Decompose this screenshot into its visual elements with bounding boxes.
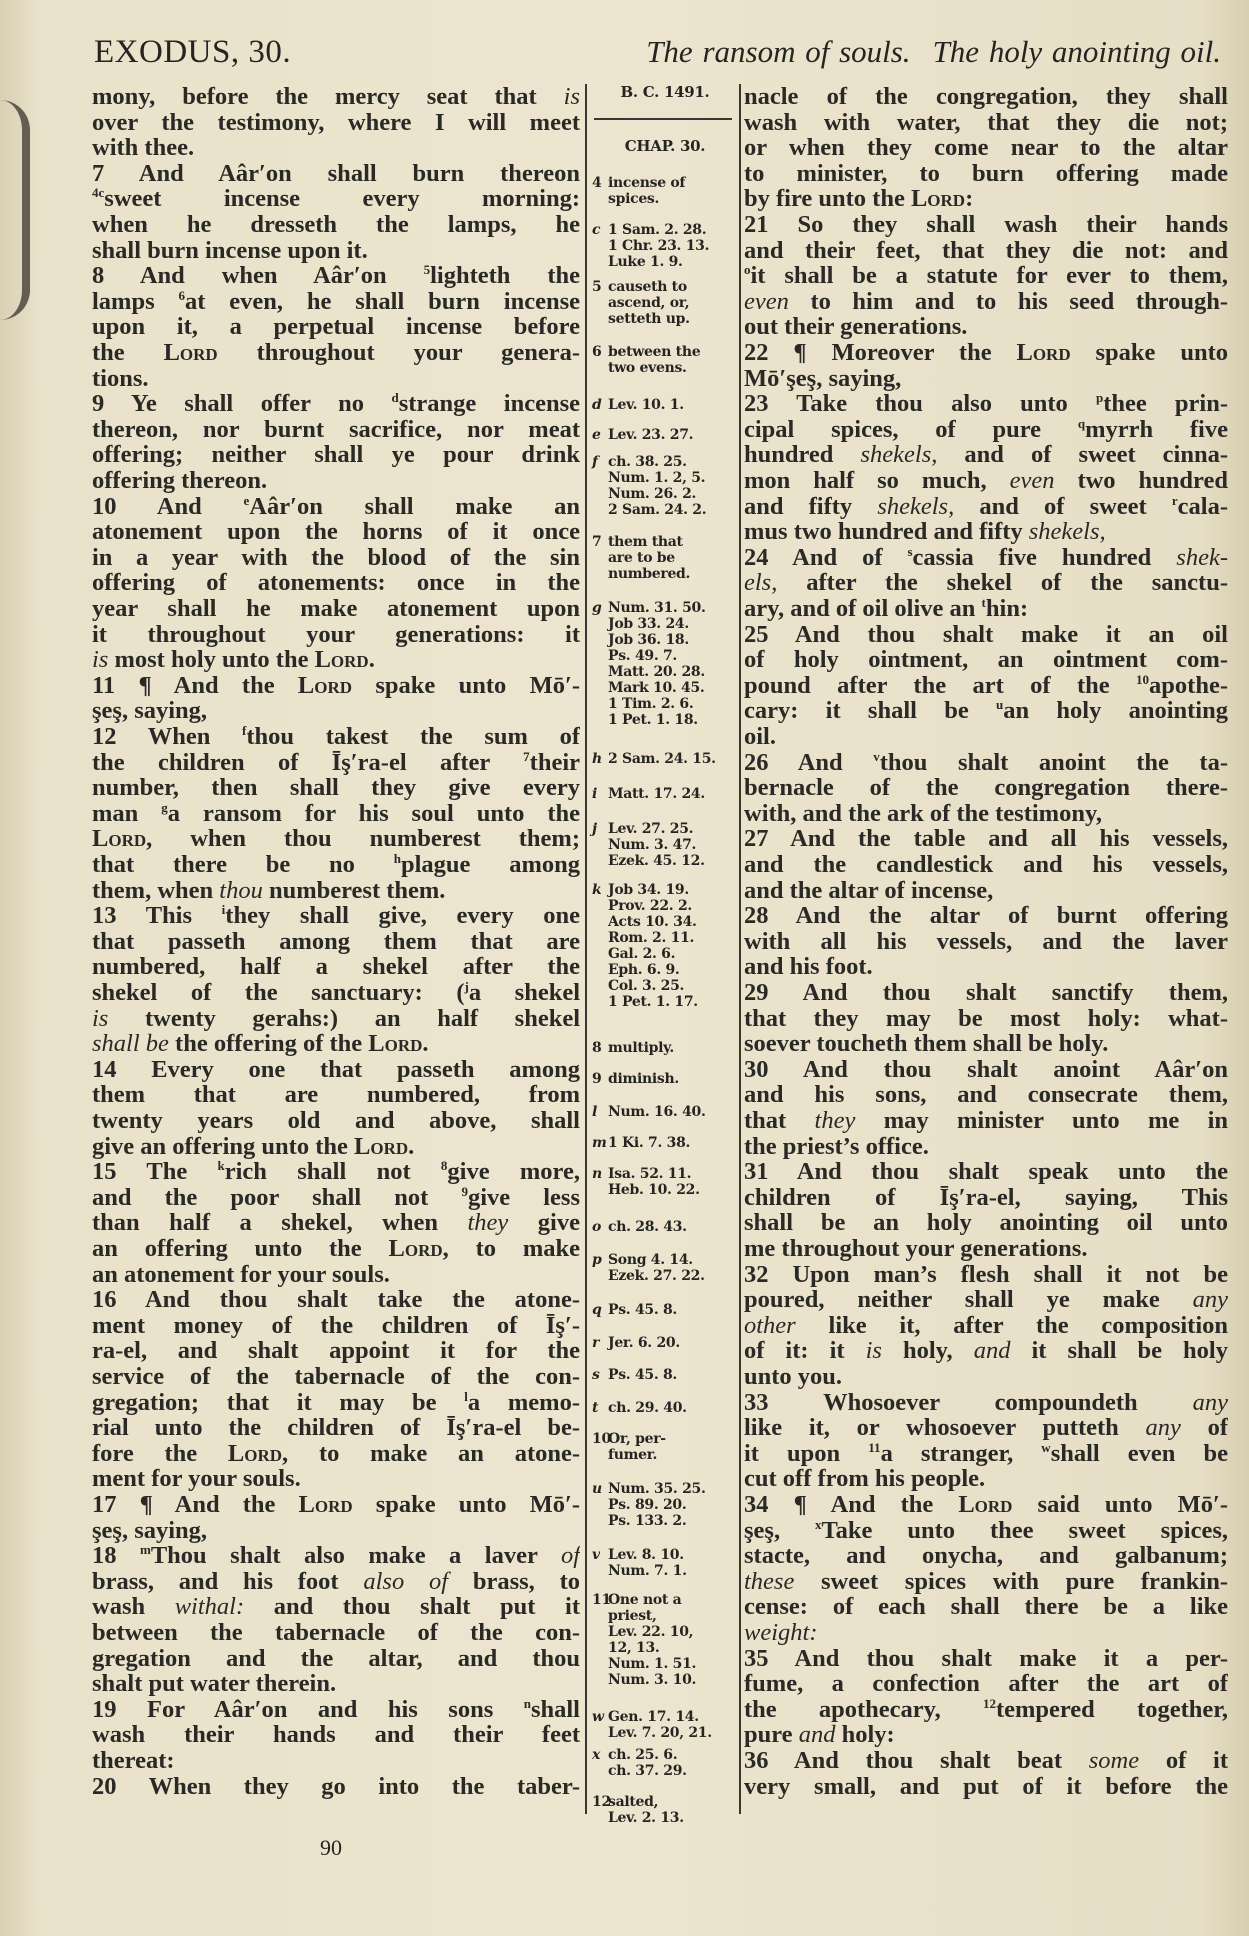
margin-note xyxy=(592,751,738,767)
note-reference: Mark 10. 45. xyxy=(608,680,705,696)
column-divider-right xyxy=(739,84,741,1814)
note-mark: m xyxy=(592,1135,607,1151)
note-mark: d xyxy=(592,397,602,413)
note-reference: numbered. xyxy=(608,566,691,582)
text-line: 25 And thou shalt make it an oil xyxy=(744,621,1228,648)
text-line: tions. xyxy=(92,364,149,392)
margin-note xyxy=(592,1166,738,1198)
margin-note xyxy=(592,175,738,207)
margin-note xyxy=(592,1135,738,1151)
margin-note xyxy=(592,1747,738,1779)
note-mark: 5 xyxy=(592,279,602,295)
note-reference: Lev. 23. 27. xyxy=(608,427,694,443)
note-reference: 2 Sam. 24. 2. xyxy=(608,502,707,518)
text-line: Lord, when thou numberest them; xyxy=(92,826,580,853)
text-line: 8 And when Aâr′on $^5$lighteth the xyxy=(92,263,580,290)
text-line: lamps $^6$at even, he shall burn incense xyxy=(92,288,580,315)
text-line: when he dresseth the lamps, he xyxy=(92,212,580,238)
text-line: cut off from his people. xyxy=(744,1465,986,1493)
note-reference: Lev. 10. 1. xyxy=(608,397,684,413)
margin-note xyxy=(592,1219,738,1235)
text-line: poured, neither shall ye make any xyxy=(744,1287,1228,1314)
text-line: ary, and of oil olive an $^t$hin: xyxy=(744,595,1029,622)
text-line: with, and the ark of the testimony, xyxy=(744,799,1102,827)
note-reference: ch. 29. 40. xyxy=(608,1400,687,1416)
note-reference: Lev. 8. 10. xyxy=(608,1547,684,1563)
note-reference: incense of xyxy=(608,175,686,191)
note-reference: Num. 1. 2, 5. xyxy=(608,470,706,486)
text-line: or when they come near to the altar xyxy=(744,135,1228,162)
text-line: an atonement for your souls. xyxy=(92,1260,390,1288)
note-reference: Ps. 45. 8. xyxy=(608,1302,678,1318)
text-line: 31 And thou shalt speak unto the xyxy=(744,1159,1228,1186)
note-mark: 8 xyxy=(592,1040,602,1056)
text-line: cipal spices, of pure $^q$myrrh five xyxy=(744,416,1228,443)
text-line: 10 And $^e$Aâr′on shall make an xyxy=(92,493,580,520)
margin-note xyxy=(592,534,738,582)
text-line: 11 ¶ And the Lord spake unto Mō′- xyxy=(92,672,580,699)
text-line: 34 ¶ And the Lord said unto Mō′- xyxy=(744,1492,1228,1518)
text-line: mony, before the mercy seat that is xyxy=(92,84,580,110)
text-line: atonement upon the horns of it once xyxy=(92,519,580,546)
margin-note xyxy=(592,1335,738,1351)
text-line: şeş, saying, xyxy=(92,697,208,725)
text-line: year shall he make atonement upon xyxy=(92,596,580,622)
text-line: twenty years old and above, shall xyxy=(92,1108,580,1134)
note-reference: Lev. 7. 20, 21. xyxy=(608,1725,712,1741)
text-line: 35 And thou shalt make it a per- xyxy=(744,1645,1228,1672)
text-line: and fifty shekels, and of sweet $^r$cala- xyxy=(744,493,1228,520)
note-mark: i xyxy=(592,786,598,802)
note-mark: l xyxy=(592,1104,598,1120)
note-reference: setteth up. xyxy=(608,311,690,327)
text-line: 20 When they go into the taber- xyxy=(92,1773,580,1800)
note-reference: 1 Chr. 23. 13. xyxy=(608,238,710,254)
note-reference: Or, per- xyxy=(608,1431,666,1447)
text-line: it upon $^{11}$a stranger, $^w$shall even be xyxy=(744,1440,1228,1467)
note-reference: them that xyxy=(608,534,683,550)
margin-note xyxy=(592,344,738,376)
text-line: fume, a confection after the art of xyxy=(744,1671,1228,1698)
margin-note xyxy=(592,821,738,869)
note-mark: v xyxy=(592,1547,600,1563)
note-reference: Num. 1. 51. xyxy=(608,1656,697,1672)
text-line: 9 Ye shall offer no $^d$strange incense xyxy=(92,391,580,418)
note-reference: are to be xyxy=(608,550,675,566)
text-line: wash withal: and thou shalt put it xyxy=(92,1594,580,1621)
text-line: the priest’s office. xyxy=(744,1132,929,1160)
text-line: to minister, to burn offering made xyxy=(744,160,1228,187)
text-line: soever toucheth them shall be holy. xyxy=(744,1030,1109,1058)
margin-chapter: CHAP. 30. xyxy=(624,137,706,155)
running-title-part-2: The holy anointing oil. xyxy=(932,34,1221,69)
text-line: cense: of each shall there be a like xyxy=(744,1594,1228,1621)
note-mark: n xyxy=(592,1166,602,1182)
text-line: els, after the shekel of the sanctu- xyxy=(744,570,1228,597)
text-line: 13 This $^i$they shall give, every one xyxy=(92,903,580,930)
note-reference: Num. 16. 40. xyxy=(608,1104,706,1120)
text-line: brass, and his foot also of brass, to xyxy=(92,1568,580,1595)
text-line: children of Īş′ra-el, saying, This xyxy=(744,1184,1228,1211)
note-reference: Ezek. 27. 22. xyxy=(608,1268,705,1284)
note-mark: j xyxy=(592,821,597,837)
text-line: $^o$it shall be a statute for ever to them, xyxy=(744,263,1228,290)
note-mark: 6 xyxy=(592,344,602,360)
text-line: of it: it is holy, and it shall be holy xyxy=(744,1338,1228,1365)
note-reference: Eph. 6. 9. xyxy=(608,962,680,978)
note-mark: 12 xyxy=(592,1794,611,1810)
margin-note xyxy=(592,1592,738,1688)
note-reference: Num. 31. 50. xyxy=(608,600,706,616)
text-line: ment for your souls. xyxy=(92,1465,301,1493)
text-line: an offering unto the Lord, to make xyxy=(92,1236,580,1262)
note-mark: g xyxy=(592,600,602,616)
text-line: offering of atonements: once in the xyxy=(92,570,580,597)
text-line: shall burn incense upon it. xyxy=(92,236,368,264)
note-reference: Jer. 6. 20. xyxy=(608,1335,680,1351)
note-mark: e xyxy=(592,427,601,443)
text-line: and the poor shall not $^9$give less xyxy=(92,1184,580,1211)
note-mark: 10 xyxy=(592,1431,611,1447)
note-reference: 12, 13. xyxy=(608,1640,660,1656)
note-reference: Num. 26. 2. xyxy=(608,486,697,502)
column-divider-left xyxy=(585,84,587,1814)
note-mark: q xyxy=(592,1302,602,1318)
note-reference: Lev. 2. 13. xyxy=(608,1810,684,1826)
note-reference: 2 Sam. 24. 15. xyxy=(608,751,716,767)
note-reference: Isa. 52. 11. xyxy=(608,1166,692,1182)
note-mark: c xyxy=(592,222,601,238)
text-line: 28 And the altar of burnt offering xyxy=(744,903,1228,930)
text-line: over the testimony, where I will meet xyxy=(92,109,580,136)
note-mark: u xyxy=(592,1481,602,1497)
text-line: 27 And the table and all his vessels, xyxy=(744,826,1228,853)
text-line: them, when thou numberest them. xyxy=(92,876,446,904)
text-line: these sweet spices with pure frankin- xyxy=(744,1568,1228,1595)
note-reference: 1 Ki. 7. 38. xyxy=(608,1135,691,1151)
note-reference: two evens. xyxy=(608,360,687,376)
text-line: 24 And of $^s$cassia five hundred shek- xyxy=(744,544,1228,571)
running-title-part-1: The ransom of souls. xyxy=(646,34,911,69)
text-line: bernacle of the congregation there- xyxy=(744,775,1228,802)
text-line: unto you. xyxy=(744,1363,843,1390)
note-reference: priest, xyxy=(608,1608,657,1624)
note-reference: Job 33. 24. xyxy=(608,616,689,632)
note-reference: Lev. 22. 10, xyxy=(608,1624,694,1640)
note-reference: Ps. 45. 8. xyxy=(608,1367,678,1383)
text-line: offering thereon. xyxy=(92,467,268,494)
note-reference: Lev. 27. 25. xyxy=(608,821,694,837)
text-line: shall be the offering of the Lord. xyxy=(92,1030,429,1058)
text-line: give an offering unto the Lord. xyxy=(92,1132,415,1160)
margin-note xyxy=(592,1547,738,1579)
text-line: than half a shekel, when they give xyxy=(92,1210,580,1237)
note-reference: spices. xyxy=(608,191,660,207)
margin-note xyxy=(592,397,738,413)
text-line: with all his vessels, and the laver xyxy=(744,928,1228,955)
text-line: 17 ¶ And the Lord spake unto Mō′- xyxy=(92,1492,580,1518)
margin-note xyxy=(592,1252,738,1284)
margin-note xyxy=(592,222,738,270)
note-reference: Ezek. 45. 12. xyxy=(608,853,705,869)
text-line: the apothecary, $^{12}$tempered together, xyxy=(744,1696,1228,1723)
margin-note xyxy=(592,279,738,327)
text-line: $^{4c}$sweet incense every morning: xyxy=(92,186,580,213)
note-reference: Gal. 2. 6. xyxy=(608,946,676,962)
note-reference: between the xyxy=(608,344,701,360)
note-reference: multiply. xyxy=(608,1040,674,1056)
margin-note xyxy=(592,1709,738,1741)
note-mark: w xyxy=(592,1709,604,1725)
note-reference: Ps. 49. 7. xyxy=(608,648,678,664)
margin-note xyxy=(592,1400,738,1416)
text-line: thereon, nor burnt sacrifice, nor meat xyxy=(92,416,580,443)
text-line: and his foot. xyxy=(744,953,873,981)
note-mark: 11 xyxy=(592,1592,611,1608)
note-mark: k xyxy=(592,882,602,898)
text-line: even to him and to his seed through- xyxy=(744,288,1228,315)
margin-note xyxy=(592,1367,738,1383)
text-line: in a year with the blood of the sin xyxy=(92,544,580,571)
text-line: 23 Take thou also unto $^p$thee prin- xyxy=(744,391,1228,418)
note-reference: fumer. xyxy=(608,1447,658,1463)
text-line: the children of Īş′ra-el after $^7$their xyxy=(92,749,580,776)
book-chapter-heading: EXODUS, 30. xyxy=(94,34,292,70)
text-line: ment money of the children of Īş′- xyxy=(92,1312,580,1339)
margin-note xyxy=(592,1481,738,1529)
text-line: 30 And thou shalt anoint Aâr′on xyxy=(744,1056,1228,1083)
note-reference: diminish. xyxy=(608,1071,679,1087)
text-line: gregation and the altar, and thou xyxy=(92,1645,580,1672)
text-line: between the tabernacle of the con- xyxy=(92,1620,580,1646)
text-line: 12 When $^f$thou takest the sum of xyxy=(92,724,580,750)
text-line: shall be an holy anointing oil unto xyxy=(744,1210,1228,1237)
text-line: nacle of the congregation, they shall xyxy=(744,84,1228,110)
text-line: cary: it shall be $^u$an holy anointing xyxy=(744,698,1228,725)
text-line: it throughout your generations: it xyxy=(92,621,580,648)
text-line: and the candlestick and his vessels, xyxy=(744,852,1228,878)
text-line: number, then shall they give every xyxy=(92,775,580,802)
margin-note xyxy=(592,1302,738,1318)
text-line: 18 $^m$Thou shalt also make a laver of xyxy=(92,1543,580,1570)
note-reference: Ps. 89. 20. xyxy=(608,1497,687,1513)
note-mark: 9 xyxy=(592,1071,602,1087)
note-reference: Heb. 10. 22. xyxy=(608,1182,700,1198)
note-mark: p xyxy=(592,1252,602,1268)
text-line: of holy ointment, an ointment com- xyxy=(744,647,1228,674)
note-reference: Song 4. 14. xyxy=(608,1252,693,1268)
text-line: shalt put water therein. xyxy=(92,1670,337,1698)
margin-note xyxy=(592,454,738,518)
text-line: 29 And thou shalt sanctify them, xyxy=(744,980,1228,1006)
text-line: service of the tabernacle of the con- xyxy=(92,1364,580,1390)
text-line: stacte, and onycha, and galbanum; xyxy=(744,1543,1228,1570)
text-line: wash their hands and their feet xyxy=(92,1722,580,1749)
text-line: mon half so much, even two hundred xyxy=(744,468,1228,494)
margin-note xyxy=(592,1104,738,1120)
text-line: man $^g$a ransom for his soul unto the xyxy=(92,800,580,827)
text-line: thereat: xyxy=(92,1747,175,1774)
text-line: out their generations. xyxy=(744,313,968,341)
note-mark: x xyxy=(592,1747,601,1763)
note-reference: causeth to xyxy=(608,279,687,295)
note-reference: 1 Pet. 1. 17. xyxy=(608,994,698,1010)
note-mark: 4 xyxy=(592,175,602,191)
text-line: 33 Whosoever compoundeth any xyxy=(744,1389,1228,1416)
note-reference: Luke 1. 9. xyxy=(608,254,683,270)
text-line: 36 And thou shalt beat some of it xyxy=(744,1748,1228,1774)
note-reference: 1 Tim. 2. 6. xyxy=(608,696,694,712)
text-line: like it, or whosoever putteth any of xyxy=(744,1415,1228,1442)
text-line: with thee. xyxy=(92,134,195,162)
text-line: weight: xyxy=(744,1619,818,1646)
note-mark: t xyxy=(592,1400,599,1416)
note-reference: Matt. 17. 24. xyxy=(608,786,705,802)
margin-note xyxy=(592,427,738,443)
page-number: 90 xyxy=(320,1835,342,1860)
text-line: ra-el, and shalt appoint it for the xyxy=(92,1338,580,1365)
binding-edge xyxy=(0,100,30,320)
text-line: 21 So they shall wash their hands xyxy=(744,212,1228,238)
text-line: that they may be most holy: what- xyxy=(744,1005,1228,1032)
note-reference: 1 Pet. 1. 18. xyxy=(608,712,698,728)
text-line: Mō′şeş, saying, xyxy=(744,364,902,392)
text-line: that they may minister unto me in xyxy=(744,1108,1228,1134)
note-reference: ch. 25. 6. xyxy=(608,1747,678,1763)
text-line: shekel of the sanctuary: ($^j$a shekel xyxy=(92,980,580,1006)
text-line: pure and holy: xyxy=(744,1721,895,1749)
margin-note xyxy=(592,786,738,802)
note-reference: Rom. 2. 11. xyxy=(608,930,695,946)
text-line: other like it, after the composition xyxy=(744,1312,1228,1339)
note-reference: Num. 7. 1. xyxy=(608,1563,687,1579)
text-line: them that are numbered, from xyxy=(92,1082,580,1109)
note-reference: Matt. 20. 28. xyxy=(608,664,705,680)
text-line: pound after the art of the $^{10}$apothe- xyxy=(744,672,1228,699)
text-line: me throughout your generations. xyxy=(744,1235,1088,1262)
note-reference: ch. 38. 25. xyxy=(608,454,687,470)
note-mark: f xyxy=(592,454,598,470)
text-line: 32 Upon man’s flesh shall it not be xyxy=(744,1261,1228,1288)
note-mark: 7 xyxy=(592,534,602,550)
text-line: that passeth among them that are xyxy=(92,928,580,955)
note-reference: 1 Sam. 2. 28. xyxy=(608,222,707,238)
text-line: upon it, a perpetual incense before xyxy=(92,314,580,341)
text-line: 15 The $^k$rich shall not $^8$give more, xyxy=(92,1159,580,1186)
note-reference: Prov. 22. 2. xyxy=(608,898,692,914)
note-mark: s xyxy=(592,1367,600,1383)
note-reference: Col. 3. 25. xyxy=(608,978,685,994)
note-mark: o xyxy=(592,1219,602,1235)
text-line: and his sons, and consecrate them, xyxy=(744,1082,1228,1109)
note-reference: Ps. 133. 2. xyxy=(608,1513,687,1529)
running-title xyxy=(624,34,1221,70)
margin-date: B. C. 1491. xyxy=(620,83,710,101)
text-line: offering; neither shall ye pour drink xyxy=(92,442,580,469)
note-reference: ch. 28. 43. xyxy=(608,1219,687,1235)
text-line: fore the Lord, to make an atone- xyxy=(92,1440,580,1467)
text-line: gregation; that it may be $^l$a memo- xyxy=(92,1389,580,1416)
text-line: numbered, half a shekel after the xyxy=(92,954,580,981)
text-line: and the altar of incense, xyxy=(744,876,994,904)
note-reference: salted, xyxy=(608,1794,659,1810)
note-mark: h xyxy=(592,751,602,767)
text-line: 14 Every one that passeth among xyxy=(92,1056,580,1083)
text-line: hundred shekels, and of sweet cinna- xyxy=(744,442,1228,469)
note-reference: Num. 3. 10. xyxy=(608,1672,697,1688)
margin-note xyxy=(592,600,738,728)
note-reference: ascend, or, xyxy=(608,295,690,311)
text-line: 7 And Aâr′on shall burn thereon xyxy=(92,160,580,187)
text-line: mus two hundred and fifty shekels, xyxy=(744,518,1106,546)
text-line: 26 And $^v$thou shalt anoint the ta- xyxy=(744,749,1228,776)
text-line: is most holy unto the Lord. xyxy=(92,646,375,674)
note-reference: One not a xyxy=(608,1592,682,1608)
note-reference: Job 34. 19. xyxy=(608,882,689,898)
margin-note xyxy=(592,1794,738,1826)
margin-note xyxy=(592,1431,738,1463)
text-line: and their feet, that they die not: and xyxy=(744,237,1228,264)
note-reference: Gen. 17. 14. xyxy=(608,1709,699,1725)
text-line: by fire unto the Lord: xyxy=(744,185,974,213)
margin-note xyxy=(592,882,738,1010)
text-line: that there be no $^h$plague among xyxy=(92,852,580,878)
note-reference: Acts 10. 34. xyxy=(608,914,697,930)
text-line: 19 For Aâr′on and his sons $^n$shall xyxy=(92,1696,580,1723)
margin-date-rule xyxy=(594,118,732,120)
note-reference: ch. 37. 29. xyxy=(608,1763,687,1779)
text-line: the Lord throughout your genera- xyxy=(92,340,580,366)
note-reference: Num. 3. 47. xyxy=(608,837,697,853)
text-line: very small, and put of it before the xyxy=(744,1773,1228,1800)
note-mark: r xyxy=(592,1335,600,1351)
note-reference: Job 36. 18. xyxy=(608,632,689,648)
text-line: is twenty gerahs:) an half shekel xyxy=(92,1005,580,1032)
text-line: rial unto the children of Īş′ra-el be- xyxy=(92,1415,580,1442)
margin-note xyxy=(592,1040,738,1056)
text-line: şeş, $^x$Take unto thee sweet spices, xyxy=(744,1517,1228,1544)
text-line: şeş, saying, xyxy=(92,1516,208,1544)
margin-note xyxy=(592,1071,738,1087)
text-line: 22 ¶ Moreover the Lord spake unto xyxy=(744,340,1228,366)
note-reference: Num. 35. 25. xyxy=(608,1481,706,1497)
text-line: oil. xyxy=(744,723,776,750)
text-line: wash with water, that they die not; xyxy=(744,109,1228,136)
text-line: 16 And thou shalt take the atone- xyxy=(92,1287,580,1314)
